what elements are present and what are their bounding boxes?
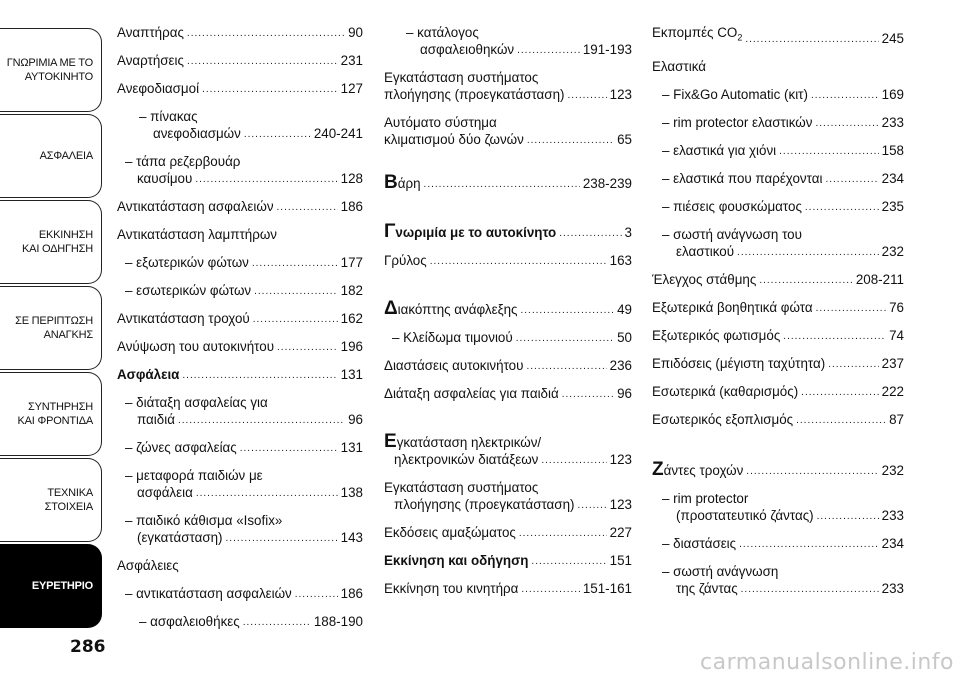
index-entry: (εγκατάσταση) ..... 143 [117,529,363,546]
index-entry: της ζάντας ..... 233 [652,580,904,597]
index-entry: Ανύψωση του αυτοκινήτου ..... 196 [117,338,363,355]
index-entry: – σωστή ανάγνωση του [662,226,802,242]
index-entry: – πίνακας [139,109,198,124]
tab-safety[interactable] [0,114,102,198]
index-entry: Εκπομπές $CO_2$ ..... 245 [652,24,904,47]
tab-label-line2: ΑΝΑΓΚΗΣ [43,329,93,341]
index-entry: – Κλείδωμα τιμονιού ..... 50 [384,329,632,346]
index-entry: – σωστή ανάγνωση [662,563,779,579]
index-entry: – εξωτερικών φώτων ..... 177 [117,254,363,271]
index-entry: Αντικατάσταση τροχού ..... 162 [117,310,363,327]
index-entry: παιδιά ..... 96 [117,411,363,428]
index-entry: Ελαστικά [652,58,706,74]
index-entry: Εσωτερικά (καθαρισμός) ..... 222 [652,383,904,400]
index-entry: Αναρτήσεις ..... 231 [117,52,363,69]
index-entry: Εγκατάσταση συστήματος [384,70,539,85]
index-entry: – μεταφορά παιδιών με [125,468,263,483]
index-entry: ασφάλεια ..... 138 [117,484,363,501]
index-entry: ηλεκτρονικών διατάξεων ..... 123 [384,451,632,468]
index-entry: Εξωτερικά βοηθητικά φώτα ..... 76 [652,299,904,316]
index-entry: Αναπτήρας ..... 90 [117,24,363,41]
index-letter-z: Ζάντες τροχών ..... 232 [652,461,904,479]
index-entry: – πιέσεις φουσκώματος ..... 235 [652,198,904,215]
index-entry: – τάπα ρεζερβουάρ [125,154,241,169]
index-entry: Εκκίνηση και οδήγηση ..... 151 [384,552,632,569]
index-column-2 [384,24,632,597]
tab-label-line1: ΣΥΝΤΗΡΗΣΗ [28,401,93,413]
index-entry: Ανεφοδιασμοί ..... 127 [117,80,363,97]
index-letter-e: Εγκατάσταση ηλεκτρικών/ [384,431,542,452]
index-entry: – αντικατάσταση ασφαλειών ..... 186 [117,585,363,602]
index-entry: ανεφοδιασμών ..... 240-241 [117,125,363,142]
index-letter-g: Γνωριμία με το αυτοκίνητο ..... 3 [384,223,632,241]
index-entry: – rim protector [662,490,749,506]
tab-starting-driving[interactable] [0,200,102,284]
index-entry: Αυτόματο σύστημα [384,115,497,130]
index-entry: Διάταξη ασφαλείας για παιδιά ..... 96 [384,385,632,402]
index-entry: ασφαλειοθηκών ..... 191-193 [384,41,632,58]
tab-maintenance[interactable] [0,372,102,456]
tab-label-line2: ΣΤΟΙΧΕΙΑ [44,501,93,513]
index-entry: Έλεγχος στάθμης ..... 208-211 [652,271,904,288]
tab-label-line1: ΤΕΧΝΙΚΑ [47,487,93,499]
index-entry: – διαστάσεις ..... 234 [652,535,904,552]
tab-index[interactable] [0,544,102,628]
index-column-3 [652,24,904,597]
tab-label-line1: ΓΝΩΡΙΜΙΑ ΜΕ ΤΟ [6,57,93,69]
tab-label-line1: ΑΣΦΑΛΕΙΑ [39,150,93,162]
index-entry: – ελαστικά για χιόνι ..... 158 [652,142,904,159]
tab-emergency[interactable] [0,286,102,370]
index-entry: Αντικατάσταση ασφαλειών ..... 186 [117,198,363,215]
index-entry: Ασφάλειες [117,558,179,573]
tab-getting-to-know[interactable] [0,28,102,112]
index-entry: Εγκατάσταση συστήματος [384,480,539,495]
index-entry: πλοήγησης (προεγκατάσταση) ..... 123 [384,496,632,513]
page-number: 286 [70,637,106,657]
index-entry: (προστατευτικό ζάντας) ..... 233 [652,507,904,524]
index-entry: κλιματισμού δύο ζωνών ..... 65 [384,131,632,148]
index-entry: ελαστικού ..... 232 [652,243,904,260]
index-entry: – rim protector ελαστικών ..... 233 [652,114,904,131]
index-entry: – εσωτερικών φώτων ..... 182 [117,282,363,299]
index-entry: – διάταξη ασφαλείας για [125,395,268,410]
index-entry: Γρύλος ..... 163 [384,252,632,269]
index-entry: καυσίμου ..... 128 [117,170,363,187]
index-entry: – ζώνες ασφαλείας ..... 131 [117,439,363,456]
tab-label-line1: ΣΕ ΠΕΡΙΠΤΩΣΗ [15,315,93,327]
index-entry: Εξωτερικός φωτισμός ..... 74 [652,327,904,344]
tab-label-line1: ΕΥΡΕΤΗΡΙΟ [31,580,93,592]
index-entry: πλοήγησης (προεγκατάσταση) ..... 123 [384,86,632,103]
index-entry: Επιδόσεις (μέγιστη ταχύτητα) ..... 237 [652,355,904,372]
index-letter-b: Βάρη ..... 238-239 [384,174,632,192]
index-letter-d: Διακόπτης ανάφλεξης ..... 49 [384,300,632,318]
index-entry: – Fix&Go Automatic (κιτ) ..... 169 [652,86,904,103]
tab-label-line2: ΚΑΙ ΟΔΗΓΗΣΗ [22,243,93,255]
watermark: carmanualsonline.info [700,650,954,675]
tab-label-line2: ΚΑΙ ΦΡΟΝΤΙΔΑ [17,415,93,427]
index-entry: Αντικατάσταση λαμπτήρων [117,227,277,242]
index-column-1 [117,24,363,630]
index-entry: – κατάλογος [406,25,479,40]
tab-technical-data[interactable] [0,458,102,542]
index-entry: – παιδικό κάθισμα «Isofix» [125,513,283,528]
index-entry: Ασφάλεια ..... 131 [117,366,363,383]
index-entry: Διαστάσεις αυτοκινήτου ..... 236 [384,357,632,374]
tab-label-line1: ΕΚΚΙΝΗΣΗ [38,229,93,241]
tab-label-line2: ΑΥΤΟΚΙΝΗΤΟ [24,71,93,83]
index-entry: – ελαστικά που παρέχονται ..... 234 [652,170,904,187]
index-entry: Εσωτερικός εξοπλισμός ..... 87 [652,411,904,428]
index-entry: – ασφαλειοθήκες ..... 188-190 [117,613,363,630]
index-entry: Εκκίνηση του κινητήρα ..... 151-161 [384,580,632,597]
index-entry: Εκδόσεις αμαξώματος ..... 227 [384,524,632,541]
